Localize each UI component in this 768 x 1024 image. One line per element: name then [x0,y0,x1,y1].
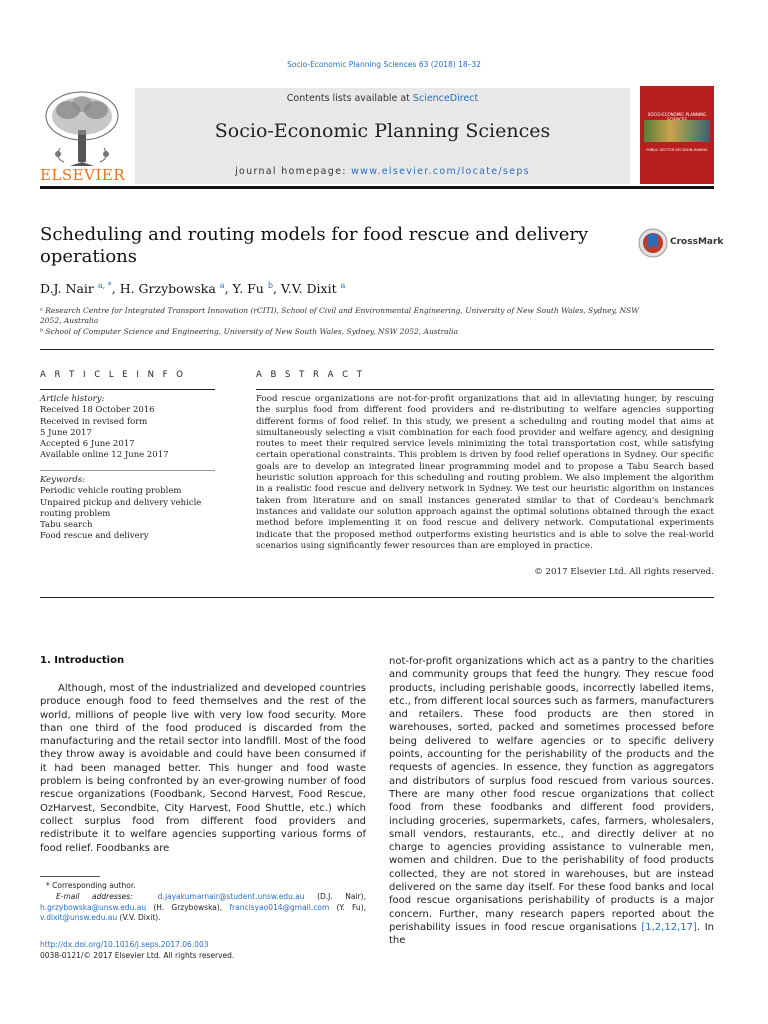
article-info-heading: A R T I C L E I N F O [40,370,186,380]
body-text: . In the [389,921,714,947]
cover-image [644,120,710,142]
cover-title: SOCIO-ECONOMIC PLANNING [647,112,707,117]
keyword-item: Food rescue and delivery [40,531,149,542]
history-item: Received 18 October 2016 [40,405,155,416]
author-affil-marker[interactable]: a [219,281,225,290]
issn-line: 0038-0121/© 2017 Elsevier Ltd. All rights reserved. [40,951,235,960]
email-link[interactable]: d.jayakumarnair@student.unsw.edu.au [157,892,305,901]
divider [40,470,215,471]
history-item: Received in revised form [40,416,148,427]
crossmark-icon [638,228,668,258]
section-heading-introduction: 1. Introduction [40,655,125,666]
homepage-prefix: journal homepage: [235,166,352,177]
corresponding-author-note: * Corresponding author. [46,881,136,890]
author-name[interactable]: Y. Fu [232,281,264,297]
cover-subtitle: PUBLIC SECTOR DECISION-MAKING [646,148,708,152]
author-list: D.J. Nair $^{a, *}$, H. Grzybowska $^a$, Y. Fu $^b$, V.V. Dixit $^a$ [40,281,346,297]
journal-reference-link[interactable]: Socio-Economic Planning Sciences 63 (2018) 18–32 [287,60,481,69]
divider [40,389,215,390]
keywords-label: Keywords: [40,475,86,485]
journal-cover-thumbnail[interactable] [640,86,714,184]
divider [40,349,714,350]
email-owner: (D.J. Nair), [304,892,366,901]
citation-link[interactable]: [1,2,12,17] [641,921,697,933]
email-link[interactable]: v.dixit@unsw.edu.au [40,913,118,922]
body-paragraph-left: Although, most of the industrialized and developed countries produce enough food to feed themselves and the rest of the world, millions of people live with very low food security. More than one third of the food produced is discarded from the manufacturing and the retail sector into landfill. Most of the food they throw away is avoidable and could have been consumed if it had been managed better. This hunger and food waste problem is being confronted by an ever-growing number of food rescue organizations (Foodbank, Second Harvest, Food Rescue, OzHarvest, Secondbite, City Harvest, Food Shuttle, etc.) which collect surplus food from different food providers and redistribute it to welfare agencies supporting various forms of food relief. Foodbanks are [40,683,366,854]
author-affil-marker[interactable]: a [340,281,346,290]
article-title: Scheduling and routing models for food rescue and delivery operations [40,224,589,267]
email-owner: (V.V. Dixit). [117,913,161,922]
keyword-item: Tabu search [40,520,93,531]
affiliation-a: ᵃ Research Centre for Integrated Transport Innovation (rCITI), School of Civil and Environmental Engineering, University of New South Wales, Sydney, NSW 2052, Australia [40,306,639,325]
keyword-item: Unpaired pickup and delivery vehicle [40,497,202,508]
email-owner: (Y. Fu), [329,902,367,912]
email-link[interactable]: francisyao014@gmail.com [229,902,330,912]
email-label: E-mail addresses: [56,892,133,901]
history-label: Article history: [40,394,105,404]
homepage-link[interactable]: www.elsevier.com/locate/seps [351,166,530,177]
crossmark-badge[interactable] [638,228,724,258]
crossmark-label: CrossMark [670,237,724,247]
email-link[interactable]: h.grzybowska@unsw.edu.au [40,902,147,912]
divider [40,597,714,598]
email-addresses [40,892,366,924]
body-text: not-for-profit organizations which act as a pantry to the charities and community groups that feed the hungry. They rescue food products, including perishable goods, incorrectly labelled items, etc., from different local sources such as farmers, manufacturers and retailers. These food products are then stored in warehouses, sorted, packed and sometimes processed before being delivered to welfare agencies or to specific delivery points, accounting for the perishability of the products and the requests of agencies. In essence, they function as aggregators and distributors of surplus food rescued from various sources. There are many other food rescue organizations that collect food from these foodbanks and different food providers, including groceries, supermarkets, cafes, farmers, wholesalers, small vendors, restaurants, etc., and directly deliver at no charge to agencies providing assistance to vulnerable men, women and children. Due to the perishability of food products collected, they are not stored in warehouses, but are instead delivered on the same day itself. For these food banks and local food rescue organisations perishability of products is a major concern. Further, many research papers reported about the perishability issues in food rescue organisations [389,656,714,933]
keyword-item: Periodic vehicle routing problem [40,486,182,497]
author-name[interactable]: D.J. Nair [40,281,94,297]
contents-line [135,93,630,104]
tree-icon [40,88,124,166]
email-owner: (H. Grzybowska), [146,902,230,912]
doi-link[interactable]: http://dx.doi.org/10.1016/j.seps.2017.06.003 [40,940,209,949]
affiliation-b: ᵇ School of Computer Science and Engineering, University of New South Wales, Sydney, NSW 2052, Australia [40,327,458,336]
abstract-text: Food rescue organizations are not-for-profit organizations that aid in alleviating hunger, by rescuing the surplus food from different food providers and re-distributing to welfare agencies supporting different forms of food relief. In this study, we present a scheduling and routing model that aims at simultaneously selecting a visit combination for each food provider and welfare agency, and designing routes to meet their required service levels minimizing the total transportation cost, while satisfying certain operational constraints. This problem is driven by food relief operations in Sydney. Our specific goals are to develop an integrated linear programming model and to propose a Tabu Search based heuristic solution approach for this scheduling and routing problem. We also implement the algorithm in a realistic food rescue and delivery network in Sydney. We test our heuristic algorithm on instances taken from literature and on small instances generated similar to that of Cordeau's benchmark instances and validate our solution approach against the optimal solutions obtained through the exact method before implementing it on food rescue and delivery network. Computational experiments indicate that the proposed method outperforms existing heuristics and is able to solve the real-world scenarios using significantly fewer resources than are employed in practice. [256,394,714,551]
history-item: 5 June 2017 [40,427,92,438]
author-affil-marker[interactable]: a, * [97,281,112,290]
author-name[interactable]: H. Grzybowska [119,281,216,297]
elsevier-wordmark: ELSEVIER [40,166,126,184]
keywords [40,475,216,543]
article-history [40,394,216,462]
header-rule [40,186,714,189]
body-paragraph-right [389,655,714,948]
history-item: Accepted 6 June 2017 [40,439,135,450]
history-item: Available online 12 June 2017 [40,450,169,461]
sciencedirect-link[interactable]: ScienceDirect [412,93,479,104]
divider [256,389,714,390]
author-name[interactable]: V.V. Dixit [280,281,337,297]
abstract-heading: A B S T R A C T [256,370,365,380]
footnote-rule [40,876,100,877]
contents-prefix: Contents lists available at [286,93,413,104]
author-affil-marker[interactable]: b [267,281,273,290]
keyword-item: routing problem [40,508,111,519]
journal-title: Socio-Economic Planning Sciences [214,120,551,142]
abstract-copyright: © 2017 Elsevier Ltd. All rights reserved. [534,567,714,577]
journal-homepage [135,166,630,177]
